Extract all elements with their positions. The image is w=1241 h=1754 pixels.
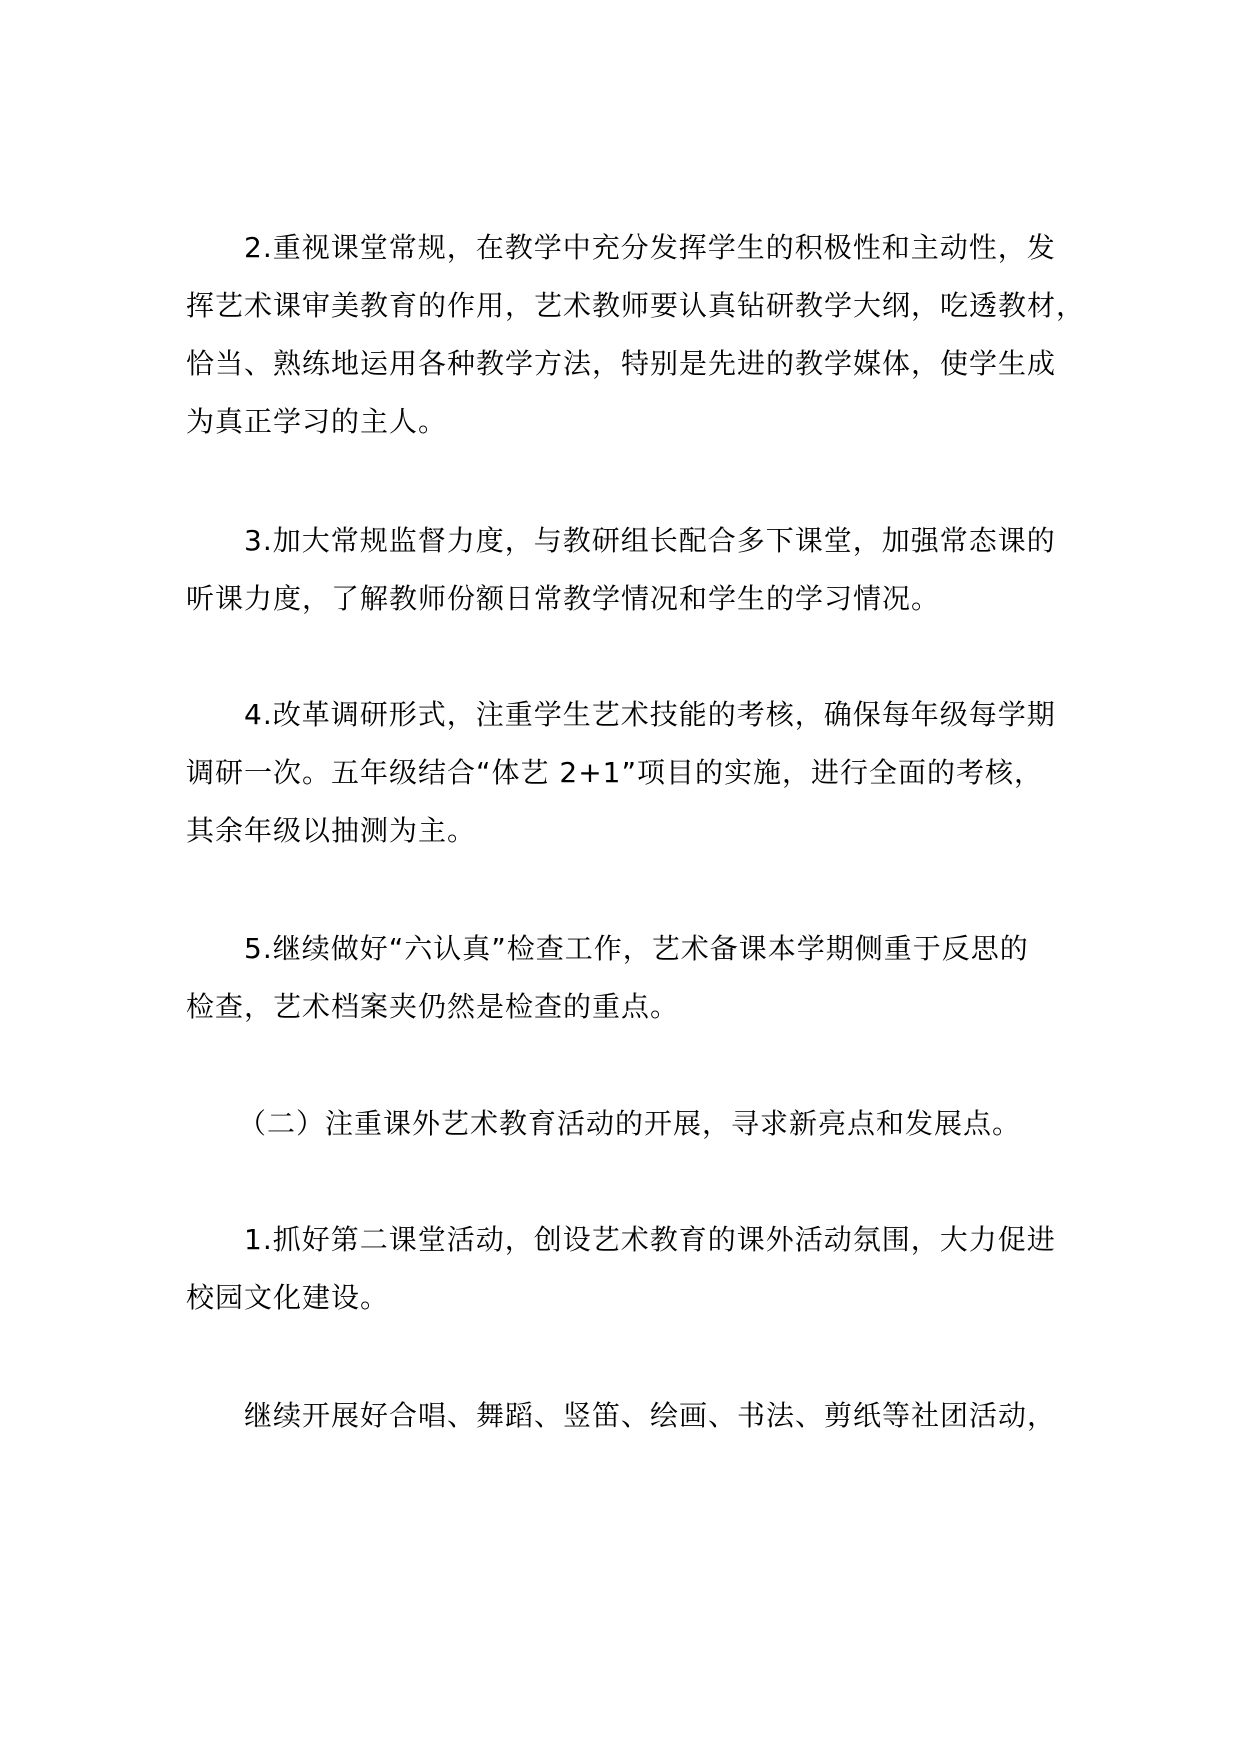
heading-line: （二）注重课外艺术教育活动的开展，寻求新亮点和发展点。 — [238, 1107, 1022, 1140]
paragraph-line: 恰当、熟练地运用各种教学方法，特别是先进的教学媒体，使学生成 — [186, 347, 1057, 380]
paragraph-2 — [186, 219, 1086, 451]
paragraph-continued — [186, 1387, 1066, 1445]
paragraph-line: 1.抓好第二课堂活动，创设艺术教育的课外活动氛围，大力促进 — [244, 1223, 1056, 1256]
paragraph-1b — [186, 1211, 1066, 1327]
paragraph-line: 为真正学习的主人。 — [186, 405, 448, 438]
paragraph-line: 继续开展好合唱、舞蹈、竖笛、绘画、书法、剪纸等社团活动， — [244, 1399, 1057, 1432]
paragraph-5 — [186, 920, 1066, 1036]
paragraph-line: 2.重视课堂常规，在教学中充分发挥学生的积极性和主动性，发 — [244, 231, 1056, 264]
paragraph-line: 检查，艺术档案夹仍然是检查的重点。 — [186, 990, 680, 1023]
paragraph-line: 校园文化建设。 — [186, 1281, 390, 1314]
paragraph-4 — [186, 686, 1066, 860]
paragraph-line: 挥艺术课审美教育的作用，艺术教师要认真钻研教学大纲，吃透教材， — [186, 289, 1086, 322]
paragraph-line: 听课力度，了解教师份额日常教学情况和学生的学习情况。 — [186, 582, 941, 615]
paragraph-line: 其余年级以抽测为主。 — [186, 814, 477, 847]
paragraph-line: 5.继续做好“六认真”检查工作，艺术备课本学期侧重于反思的 — [244, 932, 1029, 965]
paragraph-line: 调研一次。五年级结合“体艺 2+1”项目的实施，进行全面的考核， — [186, 756, 1044, 789]
paragraph-line: 4.改革调研形式，注重学生艺术技能的考核，确保每年级每学期 — [244, 698, 1056, 731]
section-heading — [186, 1095, 1066, 1153]
paragraph-3 — [186, 512, 1066, 628]
paragraph-line: 3.加大常规监督力度，与教研组长配合多下课堂，加强常态课的 — [244, 524, 1056, 557]
